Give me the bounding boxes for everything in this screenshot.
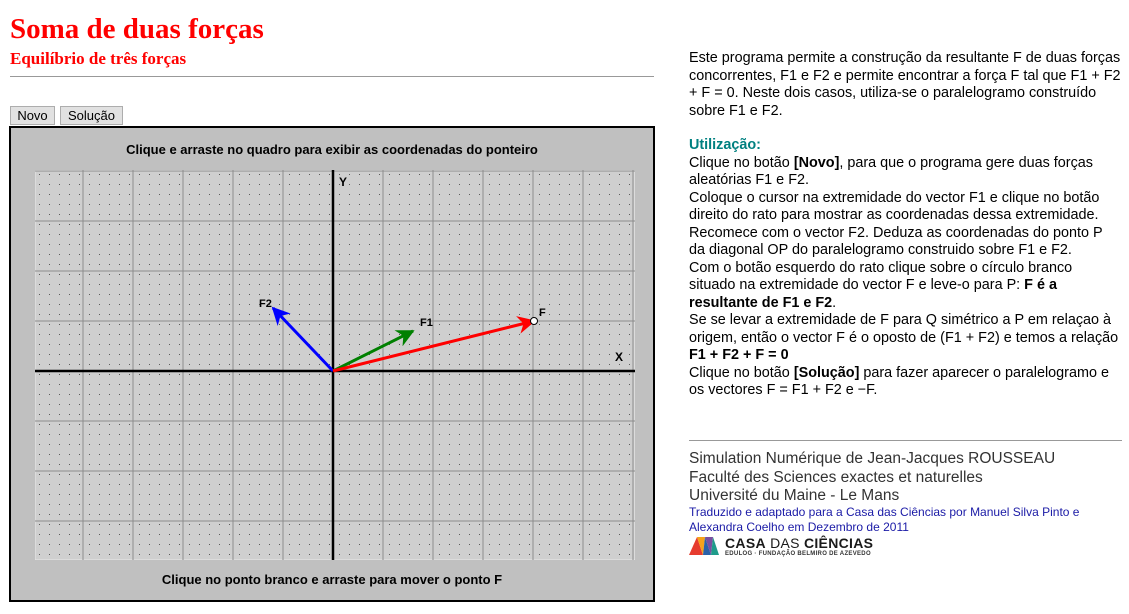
plot-dot-grid: [35, 170, 635, 560]
usage-step-3: Com o botão esquerdo do rato clique sobre o círculo branco situado na extremidade do vector F e leve-o para P: F é a resultante de F1 e F2.: [689, 259, 1073, 311]
translation-credit: Traduzido e adaptado para a Casa das Ciências por Manuel Silva Pinto e Alexandra Coelho em Dezembro de 2011: [689, 505, 1080, 534]
casa-das-ciencias-logo: CASA DAS CIÊNCIAS EDULOG · FUNDAÇÃO BELMIRO DE AZEVEDO: [689, 535, 873, 557]
usage-title: Utilização:: [689, 137, 761, 153]
usage-step-4: Se se levar a extremidade de F para Q simétrico a P em relaçao à origem, então o vector F é o oposto de (F1 + F2) e temos a relação F1 + F2 + F = 0: [689, 312, 1119, 363]
force-plot[interactable]: [35, 170, 635, 560]
credit-university: Université du Maine - Le Mans: [689, 487, 900, 504]
logo-icon: [689, 535, 719, 557]
header-divider: [10, 76, 654, 77]
credits-block: [689, 450, 1055, 506]
vector-f-handle[interactable]: [531, 318, 538, 325]
credits-divider: [689, 440, 1122, 441]
description-panel: [689, 50, 1121, 400]
intro-text: Este programa permite a construção da resultante F de duas forças concorrentes, F1 e F2 e permite encontrar a força F tal que F1 + F2 + F = 0. Neste dois casos, utiliza-se o paralelogramo construído sobre F1 e F2.: [689, 50, 1121, 119]
credit-author: Simulation Numérique de Jean-Jacques ROUSSEAU: [689, 450, 1056, 467]
usage-step-5: Clique no botão [Solução] para fazer aparecer o paralelogramo e os vectores F = F1 + F2 e −F.: [689, 364, 1109, 398]
page-subtitle: Equilíbrio de três forças: [10, 49, 187, 68]
solucao-button[interactable]: Solução: [60, 106, 123, 125]
vector-f1-label: F1: [420, 317, 433, 329]
y-axis-label: Y: [339, 175, 348, 189]
usage-step-1: Clique no botão [Novo], para que o programa gere duas forças aleatórias F1 e F2.: [689, 154, 1093, 188]
vector-f2-label: F2: [259, 298, 272, 310]
novo-button[interactable]: Novo: [10, 106, 55, 125]
vector-f-label: F: [539, 307, 546, 319]
x-axis-label: X: [615, 350, 624, 364]
page-title: Soma de duas forças: [10, 13, 264, 45]
simulation-applet[interactable]: [9, 126, 655, 602]
credit-faculty: Faculté des Sciences exactes et naturelles: [689, 468, 983, 486]
applet-instruction-top: Clique e arraste no quadro para exibir as coordenadas do ponteiro: [126, 142, 538, 157]
applet-instruction-bottom: Clique no ponto branco e arraste para mover o ponto F: [161, 572, 503, 587]
usage-step-2: Coloque o cursor na extremidade do vector F1 e clique no botão direito do rato para mostrar as coordenadas dessa extremidade. Recomece com o vector F2. Deduza as coordenadas do ponto P da diagonal OP do paralelogramo construido sobre F1 e F2.: [689, 189, 1103, 258]
